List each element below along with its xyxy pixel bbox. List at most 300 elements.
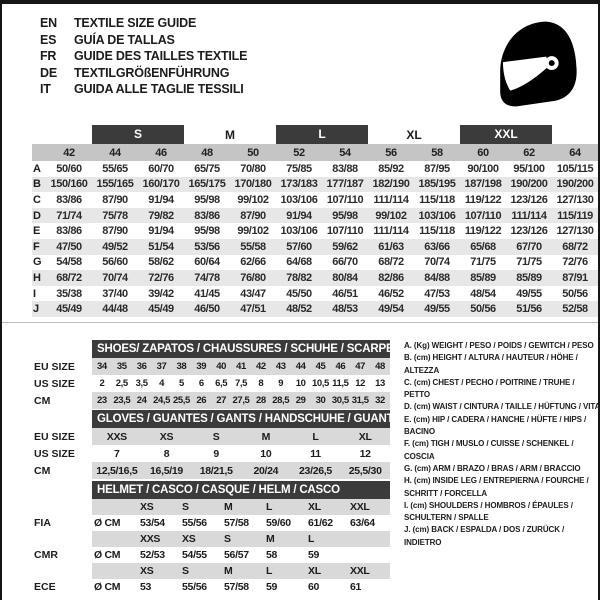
- numeric-size: 52: [293, 146, 305, 159]
- value-cell: 5: [178, 378, 184, 389]
- size-value: 57/60: [286, 240, 312, 253]
- measurement-row-e: [32, 223, 598, 239]
- measurement-row-c: [32, 192, 598, 208]
- value-cell: 7,5: [234, 378, 247, 389]
- size-group-xl: XL: [406, 127, 422, 142]
- size-value: 119/122: [464, 193, 502, 206]
- value-cell: 38: [176, 361, 187, 372]
- row-letter: D: [33, 209, 41, 222]
- size-value: 55/58: [240, 240, 266, 253]
- legend-item: I. (cm) SHOULDERS / HOMBROS / ÉPAULES / SCHULTERN / SPALLE: [404, 500, 573, 523]
- row-values: [92, 428, 390, 445]
- size-value: 95/98: [194, 193, 220, 206]
- size-value: 46/52: [378, 287, 404, 300]
- title-row: [40, 32, 247, 49]
- size-value: 87/90: [102, 225, 128, 238]
- size-label-cell: XS: [140, 565, 154, 577]
- row-letter: G: [33, 256, 42, 269]
- value-cell: 25,5: [172, 395, 190, 406]
- size-value: 87/95: [424, 162, 450, 175]
- size-value: 177/187: [326, 178, 364, 191]
- value-cell: 13: [375, 378, 385, 389]
- value-cell: 28: [255, 395, 266, 406]
- row-values: [92, 563, 390, 579]
- size-value: 165/175: [188, 178, 226, 191]
- size-value: 150/160: [50, 178, 88, 191]
- title-text: GUIDE DES TAILLES TEXTILE: [74, 49, 248, 63]
- size-label-cell: M: [224, 501, 233, 513]
- legend-item: J. (cm) BACK / ESPALDA / DOS / ZURÜCK / INDIETRO: [404, 525, 565, 547]
- size-value: 99/102: [375, 209, 407, 222]
- row-letter: I: [33, 287, 37, 300]
- size-value: 67/70: [516, 240, 542, 253]
- value-cell: 27,5: [232, 395, 250, 406]
- row-values: [92, 462, 390, 479]
- size-value: 107/110: [326, 225, 364, 238]
- row-values: [92, 445, 390, 462]
- size-label-cell: S: [182, 565, 189, 577]
- textile-size-table: [32, 125, 598, 317]
- size-value: 39/42: [148, 287, 174, 300]
- table-row: [34, 392, 390, 409]
- size-group-xxl: XXL: [460, 125, 552, 144]
- size-value: 70/74: [102, 271, 128, 284]
- measurement-row-d: [32, 208, 598, 224]
- size-label-cell: M: [224, 565, 233, 577]
- value-cell: 53/54: [140, 517, 165, 529]
- certification-label: FIA: [34, 517, 51, 529]
- size-value: 55/65: [102, 162, 128, 175]
- size-value: 70/80: [240, 162, 266, 175]
- size-label-cell: XS: [140, 501, 154, 513]
- value-cell: 2: [99, 378, 105, 389]
- numeric-size: 44: [109, 146, 121, 159]
- size-value: 51/56: [516, 303, 542, 316]
- size-value: 45/49: [148, 303, 174, 316]
- value-cell: 63/64: [350, 517, 375, 529]
- value-cell: 47: [355, 361, 366, 372]
- unit-cell: Ø CM: [94, 517, 121, 529]
- size-value: 63/66: [424, 240, 450, 253]
- helmet-values-row: [34, 515, 390, 531]
- helmet-sizes-row: [34, 563, 390, 579]
- value-cell: 23/26,5: [299, 464, 332, 477]
- size-value: 78/82: [286, 271, 312, 284]
- helmet-values-row: [34, 547, 390, 563]
- size-value: 70/74: [424, 256, 450, 269]
- size-label-cell: XXL: [350, 501, 370, 513]
- measurement-row-h: [32, 270, 598, 286]
- size-group-row: [32, 125, 598, 144]
- value-cell: 41: [236, 361, 246, 372]
- size-value: 48/52: [286, 303, 312, 316]
- row-label: US SIZE: [34, 447, 75, 460]
- value-cell: 59/60: [266, 517, 291, 529]
- size-value: 66/70: [332, 256, 358, 269]
- numeric-size: 50: [247, 146, 259, 159]
- value-cell: 8: [258, 378, 264, 389]
- size-value: 49/52: [102, 240, 128, 253]
- value-cell: 2,5: [115, 378, 128, 389]
- size-value: 72/76: [562, 256, 588, 269]
- size-value: 43/47: [240, 287, 266, 300]
- row-label: CM: [34, 394, 51, 407]
- size-value: 53/56: [194, 240, 220, 253]
- value-cell: 29: [295, 395, 306, 406]
- size-value: 48/53: [332, 303, 358, 316]
- legend-item: E. (cm) HIP / CADERA / HANCHE / HÜFTE / HIPS / BACINO: [404, 414, 587, 437]
- size-value: 65/68: [470, 240, 496, 253]
- size-value: 35/38: [56, 287, 82, 300]
- value-cell: 37: [156, 361, 167, 372]
- value-cell: 10: [260, 447, 272, 460]
- numeric-size: 48: [201, 146, 213, 159]
- size-label-cell: S: [182, 501, 189, 513]
- size-value: 103/106: [280, 193, 318, 206]
- size-value: 71/75: [470, 256, 496, 269]
- measurement-row-g: [32, 255, 598, 271]
- value-cell: 7: [114, 447, 120, 460]
- value-cell: 36: [136, 361, 147, 372]
- numeric-size: 56: [385, 146, 397, 159]
- measurement-row-j: [32, 301, 598, 317]
- value-cell: 6,5: [215, 378, 228, 389]
- row-label: US SIZE: [34, 377, 75, 390]
- size-value: 107/110: [326, 193, 364, 206]
- size-value: 47/51: [240, 303, 266, 316]
- size-value: 80/84: [332, 271, 358, 284]
- size-value: 65/75: [194, 162, 220, 175]
- size-value: 83/86: [194, 209, 220, 222]
- size-value: 87/91: [562, 271, 588, 284]
- value-cell: 58: [266, 549, 278, 561]
- value-cell: 11,5: [332, 378, 349, 389]
- size-value: 45/50: [286, 287, 312, 300]
- size-value: 90/100: [467, 162, 499, 175]
- size-label-cell: XS: [182, 533, 196, 545]
- row-label: EU SIZE: [34, 430, 75, 443]
- size-value: 182/190: [372, 178, 410, 191]
- value-cell: 32: [375, 395, 385, 406]
- value-cell: 55/56: [182, 581, 207, 593]
- title-row: [40, 48, 247, 65]
- page-title-block: [40, 15, 247, 98]
- value-cell: 61/62: [308, 517, 333, 529]
- helmet-sizes-row: [34, 499, 390, 515]
- value-cell: 46: [335, 361, 346, 372]
- value-cell: 26: [196, 395, 207, 406]
- value-cell: 39: [196, 361, 207, 372]
- size-value: 74/78: [194, 271, 220, 284]
- size-value: 190/200: [510, 178, 548, 191]
- size-value: 56/60: [102, 256, 128, 269]
- numeric-size-row: [32, 144, 598, 161]
- size-value: 187/198: [464, 178, 502, 191]
- numeric-size: 60: [477, 146, 489, 159]
- size-value: 45/49: [56, 303, 82, 316]
- size-value: 58/62: [148, 256, 174, 269]
- size-value: 62/66: [240, 256, 266, 269]
- value-cell: M: [261, 430, 271, 443]
- size-value: 75/85: [286, 162, 312, 175]
- size-value: 46/50: [194, 303, 220, 316]
- size-value: 95/98: [194, 225, 220, 238]
- title-row: [40, 65, 247, 82]
- value-cell: XS: [159, 430, 174, 443]
- value-cell: 24,5: [153, 395, 170, 406]
- language-code: EN: [40, 16, 57, 30]
- row-label: CM: [34, 464, 51, 477]
- value-cell: 34: [97, 361, 107, 372]
- size-value: 37/40: [102, 287, 128, 300]
- table-row: [34, 428, 390, 445]
- row-letter: H: [33, 271, 41, 284]
- size-value: 105/115: [556, 162, 594, 175]
- helmet-size-table: [34, 481, 390, 595]
- row-letter: B: [33, 178, 41, 191]
- value-cell: 27: [216, 395, 227, 406]
- value-cell: 54/55: [182, 549, 207, 561]
- gloves-size-table: [34, 410, 397, 479]
- value-cell: 31,5: [351, 395, 369, 406]
- size-value: 83/88: [332, 162, 358, 175]
- language-code: DE: [40, 65, 57, 80]
- size-value: 85/89: [516, 271, 542, 284]
- size-value: 46/51: [332, 287, 358, 300]
- size-value: 60/70: [148, 162, 174, 175]
- size-value: 103/106: [418, 209, 456, 222]
- size-value: 111/114: [373, 225, 409, 238]
- numeric-size: 42: [63, 146, 75, 159]
- size-value: 123/126: [510, 193, 548, 206]
- size-value: 79/82: [148, 209, 174, 222]
- value-cell: XXS: [106, 430, 127, 443]
- value-cell: 12: [359, 447, 371, 460]
- unit-cell: Ø CM: [94, 581, 121, 593]
- value-cell: 16,5/19: [150, 464, 183, 477]
- numeric-size: 54: [339, 146, 351, 159]
- unit-cell: Ø CM: [94, 549, 121, 561]
- size-value: 72/76: [148, 271, 174, 284]
- legend-item: D. (cm) WAIST / CINTURA / TAILLE / HÜFTUNG / VITA: [404, 402, 600, 412]
- size-value: 123/126: [510, 225, 548, 238]
- size-value: 160/170: [142, 178, 180, 191]
- value-cell: 3,5: [135, 378, 148, 389]
- value-cell: 57/58: [224, 581, 249, 593]
- value-cell: 9: [213, 447, 219, 460]
- size-value: 49/54: [378, 303, 404, 316]
- helmet-icon: [491, 18, 583, 110]
- measurement-row-a: [32, 161, 598, 177]
- value-cell: 24: [136, 395, 147, 406]
- size-value: 71/75: [516, 256, 542, 269]
- value-cell: 8: [163, 447, 170, 460]
- value-cell: 59: [308, 549, 320, 561]
- value-cell: 56/57: [224, 549, 249, 561]
- value-cell: 12,5/16,5: [96, 464, 138, 477]
- size-value: 41/45: [194, 287, 220, 300]
- size-value: 71/74: [56, 209, 82, 222]
- size-value: 54/58: [56, 256, 82, 269]
- size-value: 82/86: [378, 271, 404, 284]
- size-label-cell: L: [266, 565, 273, 577]
- value-cell: 35: [116, 361, 127, 372]
- size-value: 119/122: [464, 225, 502, 238]
- row-values: [92, 375, 390, 392]
- numeric-size: 46: [155, 146, 167, 159]
- value-cell: 9: [278, 378, 284, 389]
- row-values: [92, 547, 390, 563]
- size-value: 83/86: [56, 193, 82, 206]
- measurement-legend: [404, 340, 600, 549]
- section-divider: [2, 322, 598, 323]
- helmet-table-header: HELMET / CASCO / CASQUE / HELM / CASCO: [92, 481, 390, 499]
- row-values: [92, 499, 390, 515]
- size-value: 95/98: [332, 209, 358, 222]
- title-row: [40, 81, 247, 98]
- size-value: 91/94: [148, 193, 174, 206]
- size-value: 75/78: [102, 209, 128, 222]
- legend-item: G. (cm) ARM / BRAZO / BRAS / ARM / BRACCIO: [404, 463, 581, 473]
- value-cell: 20/24: [253, 464, 279, 477]
- value-cell: 11: [310, 447, 321, 460]
- title-text: GUIDA ALLE TAGLIE TESSILI: [74, 82, 244, 96]
- size-value: 170/180: [234, 178, 272, 191]
- language-code: IT: [40, 82, 51, 96]
- title-text: GUÍA DE TALLAS: [74, 32, 175, 47]
- size-value: 185/195: [418, 178, 456, 191]
- size-value: 50/56: [470, 303, 496, 316]
- value-cell: 23,5: [113, 395, 131, 406]
- gloves-table-header: GLOVES / GUANTES / GANTS / HANDSCHUHE / GUANTI: [92, 410, 390, 428]
- legend-item: C. (cm) CHEST / PECHO / POITRINE / TRUHE / PETTO: [404, 377, 575, 400]
- size-value: 84/88: [424, 271, 450, 284]
- row-values: [92, 515, 390, 531]
- size-label-cell: XXS: [140, 533, 161, 545]
- numeric-size: 58: [431, 146, 443, 159]
- size-value: 87/90: [240, 209, 266, 222]
- measurement-row-i: [32, 286, 598, 302]
- size-value: 173/183: [280, 178, 318, 191]
- size-value: 49/55: [516, 287, 542, 300]
- table-row: [34, 445, 390, 462]
- row-letter: A: [33, 162, 41, 175]
- size-value: 85/89: [470, 271, 496, 284]
- language-code: ES: [40, 32, 57, 47]
- size-value: 50/56: [562, 287, 588, 300]
- size-label-cell: L: [308, 533, 315, 545]
- size-label-cell: L: [266, 501, 273, 513]
- size-value: 155/165: [96, 178, 134, 191]
- row-label: EU SIZE: [34, 360, 75, 373]
- title-text: TEXTILE SIZE GUIDE: [74, 16, 197, 30]
- shoes-size-table: [34, 340, 394, 409]
- row-letter: J: [33, 303, 40, 316]
- value-cell: 43: [275, 361, 286, 372]
- size-value: 111/114: [511, 209, 547, 222]
- shoes-table-header: SHOES/ ZAPATOS / CHAUSSURES / SCHUHE / SCARPE: [92, 340, 390, 358]
- size-value: 99/102: [237, 193, 269, 206]
- legend-item: B. (cm) HEIGHT / ALTURA / HAUTEUR / HÖHE / ALTEZZA: [404, 353, 578, 375]
- value-cell: 10,5: [312, 378, 329, 389]
- value-cell: 42: [255, 361, 266, 372]
- size-value: 76/80: [240, 271, 266, 284]
- value-cell: 45: [315, 361, 326, 372]
- size-value: 83/86: [56, 225, 82, 238]
- value-cell: 52/53: [140, 549, 165, 561]
- size-value: 87/90: [102, 193, 128, 206]
- size-group-l: L: [276, 125, 368, 144]
- title-text: TEXTILGRÖßENFÜHRUNG: [74, 65, 230, 80]
- value-cell: XL: [358, 430, 372, 443]
- numeric-size: 64: [569, 146, 581, 159]
- value-cell: 48: [375, 361, 385, 372]
- size-value: 51/54: [148, 240, 174, 253]
- size-value: 49/55: [424, 303, 450, 316]
- value-cell: 4: [159, 378, 164, 389]
- size-value: 91/94: [148, 225, 174, 238]
- legend-item: A. (Kg) WEIGHT / PESO / POIDS / GEWITCH / PESO: [404, 341, 594, 350]
- language-code: FR: [40, 49, 57, 63]
- size-value: 99/102: [237, 225, 269, 238]
- row-values: [92, 358, 390, 375]
- size-value: 61/63: [378, 240, 404, 253]
- size-value: 68/72: [56, 271, 82, 284]
- table-row: [34, 462, 390, 479]
- size-value: 190/200: [556, 178, 594, 191]
- size-value: 127/130: [556, 193, 594, 206]
- size-value: 64/68: [286, 256, 312, 269]
- value-cell: 53: [140, 581, 152, 593]
- value-cell: 59: [266, 581, 278, 593]
- value-cell: L: [312, 430, 319, 443]
- value-cell: 30,5: [331, 395, 349, 406]
- value-cell: 18/21,5: [199, 464, 233, 477]
- row-letter: E: [33, 225, 41, 238]
- helmet-values-row: [34, 579, 390, 595]
- value-cell: 57/58: [224, 517, 249, 529]
- size-value: 68/72: [378, 256, 404, 269]
- measurement-row-f: [32, 239, 598, 255]
- row-values: [92, 392, 390, 409]
- size-value: 95/100: [513, 162, 545, 175]
- legend-item: H. (cm) INSIDE LEG / ENTREPIERNA / FOURCHE / SCHRITT / FORCELLA: [404, 476, 589, 498]
- size-label-cell: XL: [308, 565, 321, 577]
- size-value: 115/118: [419, 225, 455, 238]
- size-value: 127/130: [556, 225, 594, 238]
- title-row: [40, 15, 247, 32]
- row-values: [92, 579, 390, 595]
- size-label-cell: XL: [308, 501, 321, 513]
- value-cell: 25,5/30: [348, 464, 382, 477]
- value-cell: 55/56: [182, 517, 207, 529]
- size-label-cell: S: [224, 533, 231, 545]
- value-cell: 6: [198, 378, 204, 389]
- size-value: 59/62: [332, 240, 358, 253]
- measurement-row-b: [32, 177, 598, 193]
- size-value: 52/58: [562, 303, 588, 316]
- size-value: 47/53: [424, 287, 450, 300]
- value-cell: 44: [295, 361, 306, 372]
- certification-label: CMR: [34, 549, 58, 561]
- value-cell: 30: [315, 395, 326, 406]
- size-value: 107/110: [464, 209, 502, 222]
- size-value: 50/60: [56, 162, 82, 175]
- row-values: [92, 531, 390, 547]
- value-cell: 61: [350, 581, 362, 593]
- size-value: 85/92: [378, 162, 404, 175]
- value-cell: 10: [295, 378, 306, 389]
